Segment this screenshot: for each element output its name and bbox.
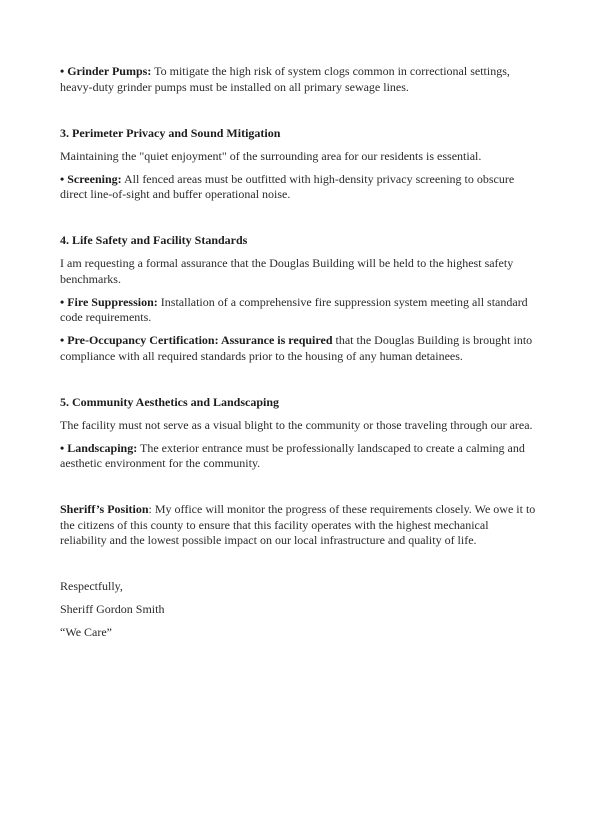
bullet-fire-suppression <box>60 295 538 326</box>
bullet-label: • Pre-Occupancy Certification: Assurance is required <box>60 333 333 347</box>
signature-closing: Respectfully, <box>60 579 123 593</box>
paragraph-text: : My office will monitor the progress of these requirements closely. We owe it to the citizens of this county to ensure that this facility operates with the highest mechanical reliability and the lowest possible impact on our local infrastructure and quality of life. <box>60 502 536 547</box>
paragraph-quiet-enjoyment: Maintaining the "quiet enjoyment" of the surrounding area for our residents is essential. <box>60 148 482 163</box>
bullet-label: • Grinder Pumps: <box>60 64 152 78</box>
document-page <box>60 64 538 641</box>
section-heading-community-aesthetics: 5. Community Aesthetics and Landscaping <box>60 394 280 409</box>
section-heading-life-safety: 4. Life Safety and Facility Standards <box>60 233 248 247</box>
paragraph-bold-label: Sheriff’s Position <box>60 502 149 516</box>
bullet-grinder-pumps <box>60 64 538 95</box>
paragraph-visual-blight: The facility must not serve as a visual blight to the community or those traveling through our area. <box>60 417 533 432</box>
paragraph-safety-assurance: I am requesting a formal assurance that the Douglas Building will be held to the highest safety benchmarks. <box>60 256 514 286</box>
bullet-text: All fenced areas must be outfitted with high-density privacy screening to obscure direct line-of-sight and buffer operational noise. <box>60 171 515 201</box>
signature-motto: “We Care” <box>60 625 112 639</box>
section-heading-perimeter-privacy: 3. Perimeter Privacy and Sound Mitigation <box>60 125 281 140</box>
bullet-text: that the Douglas Building is brought into compliance with all required standards prior to the housing of any human detainees. <box>60 333 533 363</box>
bullet-pre-occupancy-certification <box>60 333 538 364</box>
bullet-text: The exterior entrance must be professionally landscaped to create a calming and aesthetic environment for the community. <box>60 440 525 470</box>
bullet-screening <box>60 172 538 203</box>
bullet-label: • Screening: <box>60 171 122 186</box>
bullet-landscaping <box>60 441 538 472</box>
bullet-text: To mitigate the high risk of system clogs common in correctional settings, heavy-duty grinder pumps must be installed on all primary sewage lines. <box>60 64 510 94</box>
bullet-text: Installation of a comprehensive fire suppression system meeting all standard code requirements. <box>60 294 528 324</box>
bullet-label: • Landscaping: <box>60 440 138 455</box>
signature-name: Sheriff Gordon Smith <box>60 602 165 616</box>
paragraph-sheriffs-position <box>60 502 538 549</box>
bullet-label: • Fire Suppression: <box>60 294 158 309</box>
